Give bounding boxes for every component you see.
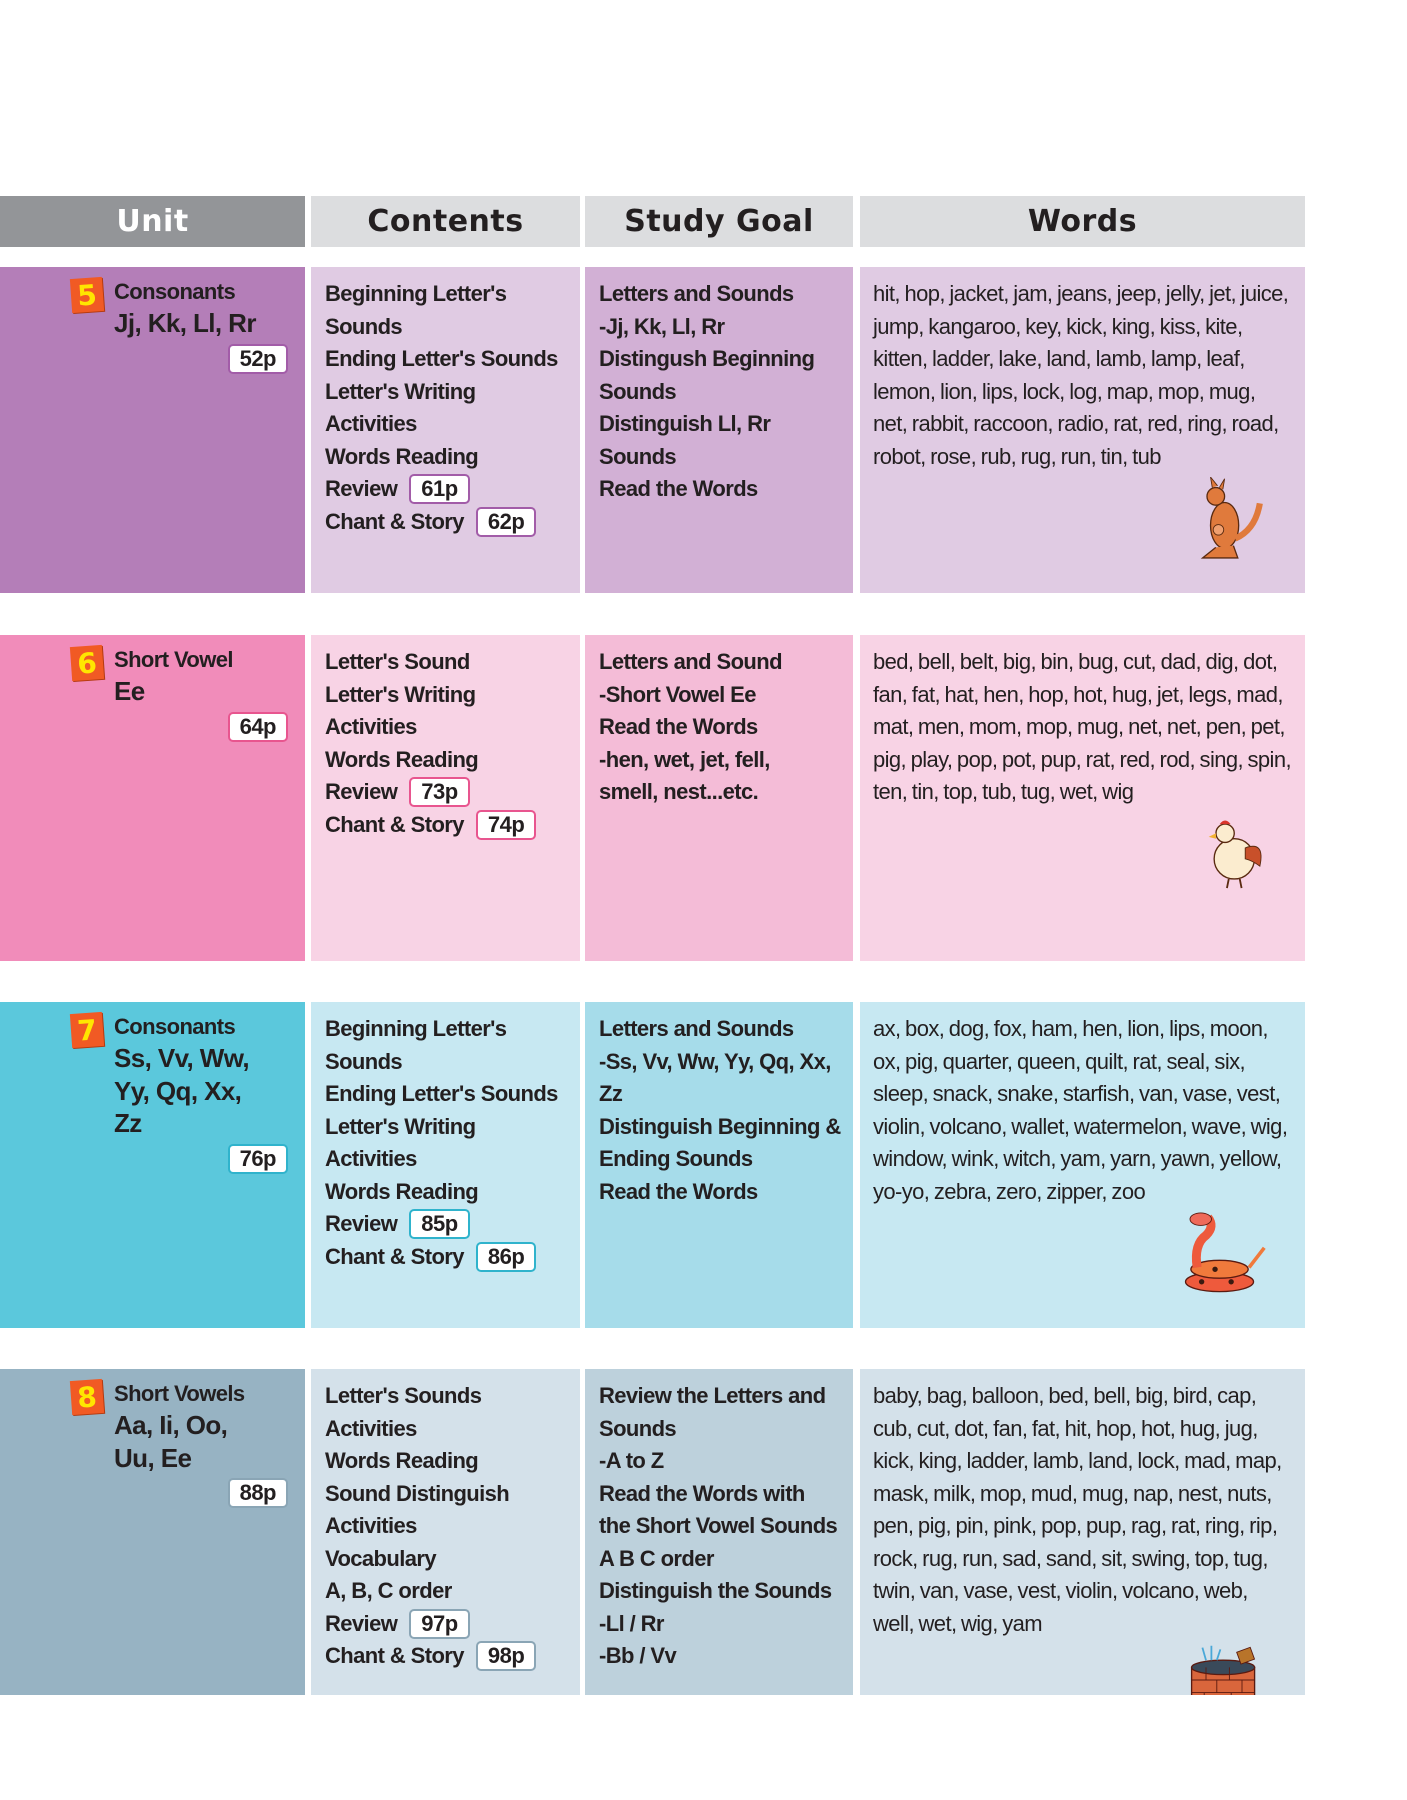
study-goal-item: Sounds: [599, 443, 677, 469]
unit-letters-text: Ee: [114, 676, 145, 706]
contents-item: [325, 1413, 580, 1446]
contents-item-label: Activities: [325, 1513, 417, 1538]
unit-letters-text: Jj, Kk, Ll, Rr: [114, 308, 256, 338]
study-goal-item: Ending Sounds: [599, 1146, 753, 1171]
unit-letters-text: Aa, Ii, Oo, Uu, Ee: [114, 1410, 228, 1473]
unit-letters-text: Ss, Vv, Ww, Yy, Qq, Xx, Zz: [114, 1043, 249, 1138]
study-goal-cell: [585, 635, 853, 961]
unit-title: Consonants: [114, 1014, 236, 1039]
contents-item: [325, 776, 580, 809]
contents-item: [325, 1575, 580, 1608]
contents-item-label: Chant & Story: [325, 508, 464, 534]
contents-item-label: Chant & Story: [325, 1243, 464, 1269]
contents-item: [325, 711, 580, 744]
contents-item-label: Activities: [325, 411, 417, 436]
unit-title: Short Vowels: [114, 1381, 245, 1406]
contents-item: [325, 506, 580, 539]
study-goal-item: -Ss, Vv, Ww, Yy, Qq, Xx,: [599, 1048, 831, 1074]
contents-item: [325, 679, 580, 712]
contents-item-label: Ending Letter's Sounds: [325, 346, 558, 371]
contents-item: [325, 1111, 580, 1144]
study-goal-item: Read the Words with: [599, 1480, 805, 1506]
unit-number-badge: 6: [70, 645, 104, 681]
unit-page-badge[interactable]: 52p: [228, 344, 288, 374]
contents-item-label: Letter's Writing: [325, 1113, 476, 1139]
contents-cell: [311, 1002, 580, 1328]
well-illustration: [1179, 1644, 1269, 1695]
contents-item-label: Review: [325, 779, 398, 804]
contents-item: [325, 1013, 580, 1046]
unit-number-badge: 8: [70, 1379, 104, 1415]
contents-item-label: Vocabulary: [325, 1545, 436, 1571]
contents-item-label: Review: [325, 1211, 398, 1236]
contents-item-label: Words Reading: [325, 1448, 479, 1473]
unit-cell: [0, 635, 305, 961]
unit-letters: [114, 1409, 288, 1508]
contents-item: [325, 1241, 580, 1274]
contents-item: [325, 1608, 580, 1641]
unit-number-badge: 7: [70, 1012, 104, 1048]
study-goal-item: Distinguish Ll, Rr: [599, 411, 771, 436]
study-goal-item: Read the Words: [599, 476, 758, 501]
contents-item-label: Beginning Letter's: [325, 1016, 507, 1041]
contents-item-label: Sounds: [325, 1048, 403, 1074]
study-goal-item: smell, nest...etc.: [599, 779, 759, 804]
word-list: bed, bell, belt, big, bin, bug, cut, dad, dig, dot, fan, fat, hat, hen, hop, hot, hug, jet, legs, mad, mat, men, mom, mop, mug, net, net, pen, pet, pig, play, pop, pot, pup, rat, red, rod, sing, spin, ten, tin, top, tub, tug, wet, wig: [873, 649, 1291, 804]
unit-letters: [114, 1042, 288, 1174]
contents-item: [325, 646, 580, 679]
study-goal-item: Distinguish the Sounds: [599, 1578, 832, 1603]
contents-item: [325, 1445, 580, 1478]
unit-row: [0, 635, 1305, 961]
contents-item-label: Words Reading: [325, 1178, 479, 1204]
contents-item-label: Chant & Story: [325, 811, 464, 837]
words-cell: [860, 1369, 1305, 1695]
contents-item: [325, 278, 580, 311]
contents-item: [325, 473, 580, 506]
contents-page-badge[interactable]: 85p: [409, 1209, 469, 1239]
words-cell: [860, 1002, 1305, 1328]
unit-title: Short Vowel: [114, 647, 233, 672]
unit-row: [0, 267, 1305, 593]
contents-item: [325, 441, 580, 474]
contents-page-badge[interactable]: 73p: [409, 777, 469, 807]
contents-page-badge[interactable]: 98p: [476, 1641, 536, 1671]
contents-cell: [311, 1369, 580, 1695]
unit-cell: [0, 1002, 305, 1328]
study-goal-item: Read the Words: [599, 714, 758, 739]
header-study-goal: Study Goal: [585, 196, 853, 247]
contents-item-label: Chant & Story: [325, 1643, 464, 1668]
contents-page-badge[interactable]: 61p: [409, 474, 469, 504]
words-cell: [860, 267, 1305, 593]
study-goal-item: Distingush Beginning: [599, 346, 815, 371]
contents-item: [325, 311, 580, 344]
contents-item: [325, 1640, 580, 1673]
hen-illustration: [1205, 813, 1269, 891]
study-goal-item: -hen, wet, jet, fell,: [599, 746, 770, 772]
contents-item: [325, 1046, 580, 1079]
contents-item-label: Letter's Writing: [325, 681, 476, 707]
study-goal-item: Letters and Sound: [599, 649, 782, 674]
study-goal-item: A B C order: [599, 1545, 714, 1571]
contents-item-label: Review: [325, 1610, 398, 1636]
contents-item: [325, 1078, 580, 1111]
contents-item-label: Words Reading: [325, 443, 479, 469]
study-goal-item: Review the Letters and: [599, 1383, 826, 1408]
contents-item: [325, 376, 580, 409]
contents-item-label: Ending Letter's Sounds: [325, 1081, 558, 1106]
study-goal-cell: [585, 1002, 853, 1328]
contents-item-label: A, B, C order: [325, 1578, 452, 1603]
contents-item-label: Sound Distinguish: [325, 1480, 510, 1506]
unit-cell: [0, 267, 305, 593]
contents-item: [325, 343, 580, 376]
word-list: ax, box, dog, fox, ham, hen, lion, lips, moon, ox, pig, quarter, queen, quilt, rat, seal, six, sleep, snack, snake, starfish, van, vase, vest, violin, volcano, wallet, watermelon, wave, wig, window, wink, witch, yam, yarn, yawn, yellow, yo-yo, zebra, zero, zipper, zoo: [873, 1016, 1288, 1204]
study-goal-item: Letters and Sounds: [599, 1016, 794, 1041]
contents-item-label: Letter's Sounds: [325, 1383, 482, 1408]
contents-item: [325, 1143, 580, 1176]
contents-item-label: Words Reading: [325, 746, 479, 772]
contents-item-label: Activities: [325, 714, 417, 739]
contents-page-badge[interactable]: 86p: [476, 1242, 536, 1272]
contents-page-badge[interactable]: 97p: [409, 1609, 469, 1639]
study-goal-cell: [585, 1369, 853, 1695]
contents-cell: [311, 267, 580, 593]
contents-item: [325, 809, 580, 842]
contents-cell: [311, 635, 580, 961]
kangaroo-illustration: [1189, 477, 1269, 565]
unit-page-badge[interactable]: 64p: [228, 712, 288, 742]
study-goal-item: Distinguish Beginning &: [599, 1113, 841, 1139]
unit-page-badge[interactable]: 88p: [228, 1478, 288, 1508]
study-goal-item: -Ll / Rr: [599, 1610, 664, 1636]
study-goal-item: -Bb / Vv: [599, 1643, 677, 1668]
unit-row: [0, 1369, 1305, 1695]
unit-page-badge[interactable]: 76p: [228, 1144, 288, 1174]
contents-item: [325, 1176, 580, 1209]
study-goal-item: Letters and Sounds: [599, 281, 794, 306]
contents-item-label: Activities: [325, 1415, 417, 1441]
contents-item-label: Beginning Letter's: [325, 281, 507, 306]
unit-letters: [114, 675, 288, 742]
study-goal-item: -Short Vowel Ee: [599, 681, 756, 707]
contents-item: [325, 1510, 580, 1543]
header-unit: Unit: [0, 196, 305, 247]
snake-illustration: [1179, 1212, 1269, 1297]
study-goal-item: the Short Vowel Sounds: [599, 1513, 838, 1538]
contents-item: [325, 1543, 580, 1576]
unit-row: [0, 1002, 1305, 1328]
contents-item-label: Letter's Sound: [325, 649, 470, 674]
contents-item-label: Sounds: [325, 313, 403, 339]
unit-title: Consonants: [114, 279, 236, 304]
header-words: Words: [860, 196, 1305, 247]
study-goal-item: -Jj, Kk, Ll, Rr: [599, 313, 725, 339]
study-goal-cell: [585, 267, 853, 593]
contents-item-label: Review: [325, 476, 398, 501]
contents-page-badge[interactable]: 62p: [476, 507, 536, 537]
contents-item: [325, 1208, 580, 1241]
study-goal-item: Read the Words: [599, 1178, 758, 1204]
study-goal-item: Sounds: [599, 378, 677, 404]
contents-item: [325, 1478, 580, 1511]
contents-item: [325, 744, 580, 777]
contents-page-badge[interactable]: 74p: [476, 810, 536, 840]
study-goal-item: Sounds: [599, 1415, 677, 1441]
contents-item-label: Letter's Writing: [325, 378, 476, 404]
unit-letters: [114, 307, 288, 374]
contents-item-label: Activities: [325, 1146, 417, 1171]
study-goal-item: Zz: [599, 1081, 623, 1106]
contents-item: [325, 1380, 580, 1413]
words-cell: [860, 635, 1305, 961]
word-list: baby, bag, balloon, bed, bell, big, bird, cap, cub, cut, dot, fan, fat, hit, hop, hot, hug, jug, kick, king, ladder, lamb, land, lock, mad, map, mask, milk, mop, mud, mug, nap, nest, nuts, pen, pig, pin, pink, pop, pup, rag, rat, ring, rip, rock, rug, run, sad, sand, sit, swing, top, tug, twin, van, vase, vest, violin, volcano, web, well, wet, wig, yam: [873, 1383, 1282, 1636]
unit-number-badge: 5: [70, 277, 104, 313]
header-contents: Contents: [311, 196, 580, 247]
contents-item: [325, 408, 580, 441]
word-list: hit, hop, jacket, jam, jeans, jeep, jelly, jet, juice, jump, kangaroo, key, kick, king, kiss, kite, kitten, ladder, lake, land, lamb, lamp, leaf, lemon, lion, lips, lock, log, map, mop, mug, net, rabbit, raccoon, radio, rat, red, ring, road, robot, rose, rub, rug, run, tin, tub: [873, 281, 1289, 469]
unit-cell: [0, 1369, 305, 1695]
study-goal-item: -A to Z: [599, 1448, 664, 1473]
